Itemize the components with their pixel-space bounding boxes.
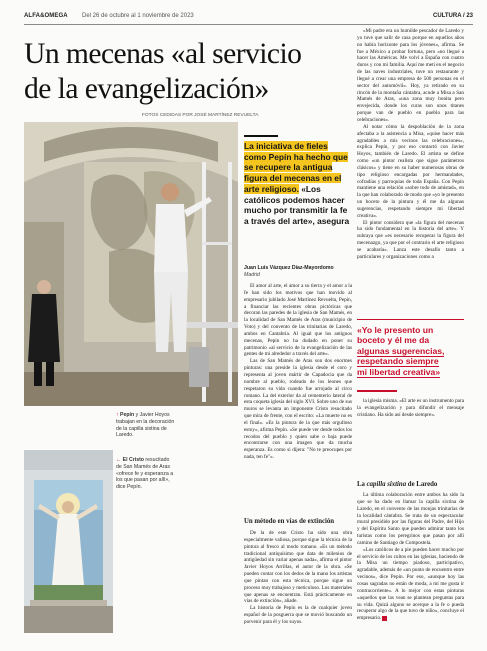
body-column-2-lower bbox=[244, 530, 352, 638]
caption-1-subject: Pepín bbox=[120, 412, 135, 418]
pull-quote-line: boceto y él me da bbox=[357, 335, 430, 346]
photo-credit: FOTOS CEDIDAS POR JOSÉ MARTÍNEZ REVUELTA bbox=[142, 113, 259, 118]
risen-christ-photo bbox=[24, 450, 113, 633]
pull-quote-rule bbox=[357, 319, 464, 320]
author-location: Madrid bbox=[244, 271, 260, 278]
lead-highlight: La iniciativa de fieles como Pepín ha hecho que se recupere la antigua figura del mecenas en el arte religioso. bbox=[244, 141, 348, 194]
restoration-photo bbox=[24, 122, 238, 406]
pull-quote-line: «Yo le presento un bbox=[357, 325, 434, 335]
caption-arrow-icon: ↑ bbox=[116, 412, 119, 418]
byline bbox=[244, 265, 352, 279]
pull-quote-line: respetando siempre bbox=[357, 356, 439, 367]
photo-caption-1 bbox=[116, 412, 176, 439]
body-paragraph: «Los católicos de a pie pueden hacer mucho por el servicio de los cultos en las iglesias, haciendo de la Misa un tiempo piadoso, participativo, agradable, además de «un punto de encuentro entre vecinos», dice Pepín. Por eso, «aunque hoy las cosas sagradas no están de moda, a mí me gusta ir contracorriente». A lo mejor con estas pinturas «aquellos que las vean se plantean preguntas para su vida. Quizá alguno se acerque a la fe o pueda recuperar algo de la que tuvo de niño», concluye el empresario. bbox=[357, 546, 464, 622]
article-end-icon bbox=[382, 616, 387, 621]
restoration-photo-illustration bbox=[24, 122, 238, 406]
body-paragraph: La última colaboración entre ambos ha sido la que se ha dado en llamar la capilla sixtina de Laredo, en el convento de las monjas trinitarias de la localidad cántabra. Se trata de un espectacular mural presidido por las figuras del Padre, del Hijo y del Espíritu Santo que pueden admirar tanto los turistas como los peregrinos que pasan por allí camino de Santiago de Compostela. bbox=[357, 492, 464, 546]
body-column-4 bbox=[357, 398, 464, 478]
article-lead bbox=[244, 141, 352, 227]
body-paragraph: «Mi padre era un humilde pescador de Laredo y yo tuve que salir de casa porque en aquellos años no había horizonte para los jóvenes», afirma. Se fue a México a probar fortuna, pero «no llegué a hacer las Américas. Me volví a España con cuatro duros y con mi familia. Aquí me metí en el negocio de las naves industriales, tuve un restaurante y llegué a crear una empresa de 500 personas en el sector del automóvil». Hoy, ya retirado en su rincón de la montaña cántabra, acude a Misa a San Mamés de Aras, «una zona muy bonita pero envejecida, donde los curas son unos titanes porque van de pueblo en pueblo para las celebraciones». bbox=[357, 28, 464, 123]
page-header-bar bbox=[24, 12, 473, 25]
issue-date: Del 26 de octubre al 1 noviembre de 2023 bbox=[82, 13, 194, 19]
body-paragraph: Las de San Mamés de Aras son dos enormes pinturas: una preside la iglesia desde el coro y representa al joven mártir de Capadocia que da nombre al pueblo, rodeado de los leones que respetaron su vida cuando fue arrojado al circo romano. La del exterior da al cementerio lateral de esta coqueta iglesia del siglo XVI. Sobre uno de sus muros se levanta un imponente Cristo resucitado que mira de frente, con el escrito: «La muerte no es el final». «Es la pintura de la que más orgulloso estoy», afirma Pepín. «Se puede ver desde todos los recodos del pueblo y quien sabe o baja puede encontrarse con una imagen que da mucha esperanza. Es como si dijera: "No te preocupes por nada, ten fe"». bbox=[244, 358, 352, 461]
caption-2-subject: El Cristo bbox=[122, 457, 144, 463]
pull-quote-end-rule bbox=[357, 390, 397, 392]
body-paragraph: El amor al arte, el amor a su tierra y el amor a la fe han sido los motivos que han movido al empresario jubilado José Martínez Revuelta, Pepín, a financiar las recientes obras pictóricas que decoran las paredes de la iglesia de San Mamés, en la localidad de San Mamés de Aras (municipio de Voto) y del convento de las trinitarias de Laredo, ambos en Cantabria. Al igual que los antiguos mecenas, Pepín no ha dudado en poner su patrimonio «al servicio de la evangelización de las gentes de mi alrededor a través del arte». bbox=[244, 283, 352, 358]
caption-1-text: y Javier Hoyos trabajan en la decoración de la capilla sixtina de Laredo. bbox=[116, 412, 175, 439]
body-paragraph: La historia de Pepín es la de cualquier joven español de la posguerra que se movió buscando un porvenir para él y los suyos. bbox=[244, 605, 352, 625]
author-name: Juan Luis Vázquez Díaz-Mayordomo bbox=[244, 265, 334, 271]
body-column-3 bbox=[357, 28, 464, 311]
body-paragraph: De la de este Cristo ha sido una obra especialmente valiosa, porque sigue la técnica de la pintura al fresco al modo romano. «Es un método tradicional antiquísimo que data de milenios de antigüedad sin variar apenas nada», afirma el pintor Javier Hoyos Arrillas, el autor de la obra. «Se pueden contar con los dedos de la mano los artistas que pintan con esta técnica, porque sigue un proceso muy trabajoso y meticuloso. Los materiales que apenas se encuentran. Está prácticamente en vías de extinción», añade. bbox=[244, 530, 352, 605]
article-headline: Un mecenas «al servicio de la evangelización» bbox=[24, 38, 302, 105]
risen-christ-illustration bbox=[24, 450, 113, 633]
section-label: CULTURA / 23 bbox=[432, 13, 473, 19]
caption-2-text: resucitado de San Mamés de Aras «ofrece fe y esperanza a los que pasan por allí», dice Pepín. bbox=[116, 457, 174, 491]
body-paragraph: la iglesia misma. «El arte es un instrumento para la evangelización y para difundir el mensaje cristiano. Ha sido así desde siempre». bbox=[357, 398, 464, 418]
body-paragraph: Al notar cómo la despoblación de la zona afectaba a la asistencia a Misa, «quise hacer más agradables a mis vecinos las celebraciones», explica Pepín, y por eso contactó con Javier Hoyos, también de Laredo. El artista se define como «un pintor realista que sigue parámetros clásicos» y tiene en su haber numerosas obras de tipo religioso encargadas por hermandades, cofradías y parroquias de toda España. Con Pepín mantiene una relación «sobre todo de amistad», en la que han colaborado de modo que «yo le presento un boceto de la pintura y él me da algunas sugerencias, respetando siempre mi libertad creativa». bbox=[357, 123, 464, 219]
lead-rest: «Los católicos podemos hacer mucho por transmitir la fe a través del arte», asegura bbox=[244, 183, 350, 226]
pull-quote bbox=[357, 325, 464, 377]
publication-brand: ALFA&OMEGA bbox=[24, 13, 68, 19]
pull-quote-line: algunas sugerencias, bbox=[357, 345, 445, 356]
photo-caption-2 bbox=[116, 457, 176, 491]
body-column-2 bbox=[244, 283, 352, 515]
body-paragraph: El pintor considera que «la figura del mecenas ha sido fundamental en la historia del arte». Y subraya que «es necesario recuperar la figura del mecenazgo, ya que por el contrario el arte religioso se acabaría». Lanza este desafío tanto a particulares y organizaciones como a bbox=[357, 219, 464, 260]
body-column-4-lower bbox=[357, 492, 464, 638]
subheading-method: Un método en vías de extinción bbox=[244, 518, 335, 525]
lead-accent-bar bbox=[244, 135, 278, 137]
caption-arrow-icon: ← bbox=[116, 457, 122, 463]
pull-quote-line: mi libertad creativa» bbox=[357, 366, 441, 377]
subheading-sixtina: La capilla sixtina de Laredo bbox=[357, 481, 438, 488]
